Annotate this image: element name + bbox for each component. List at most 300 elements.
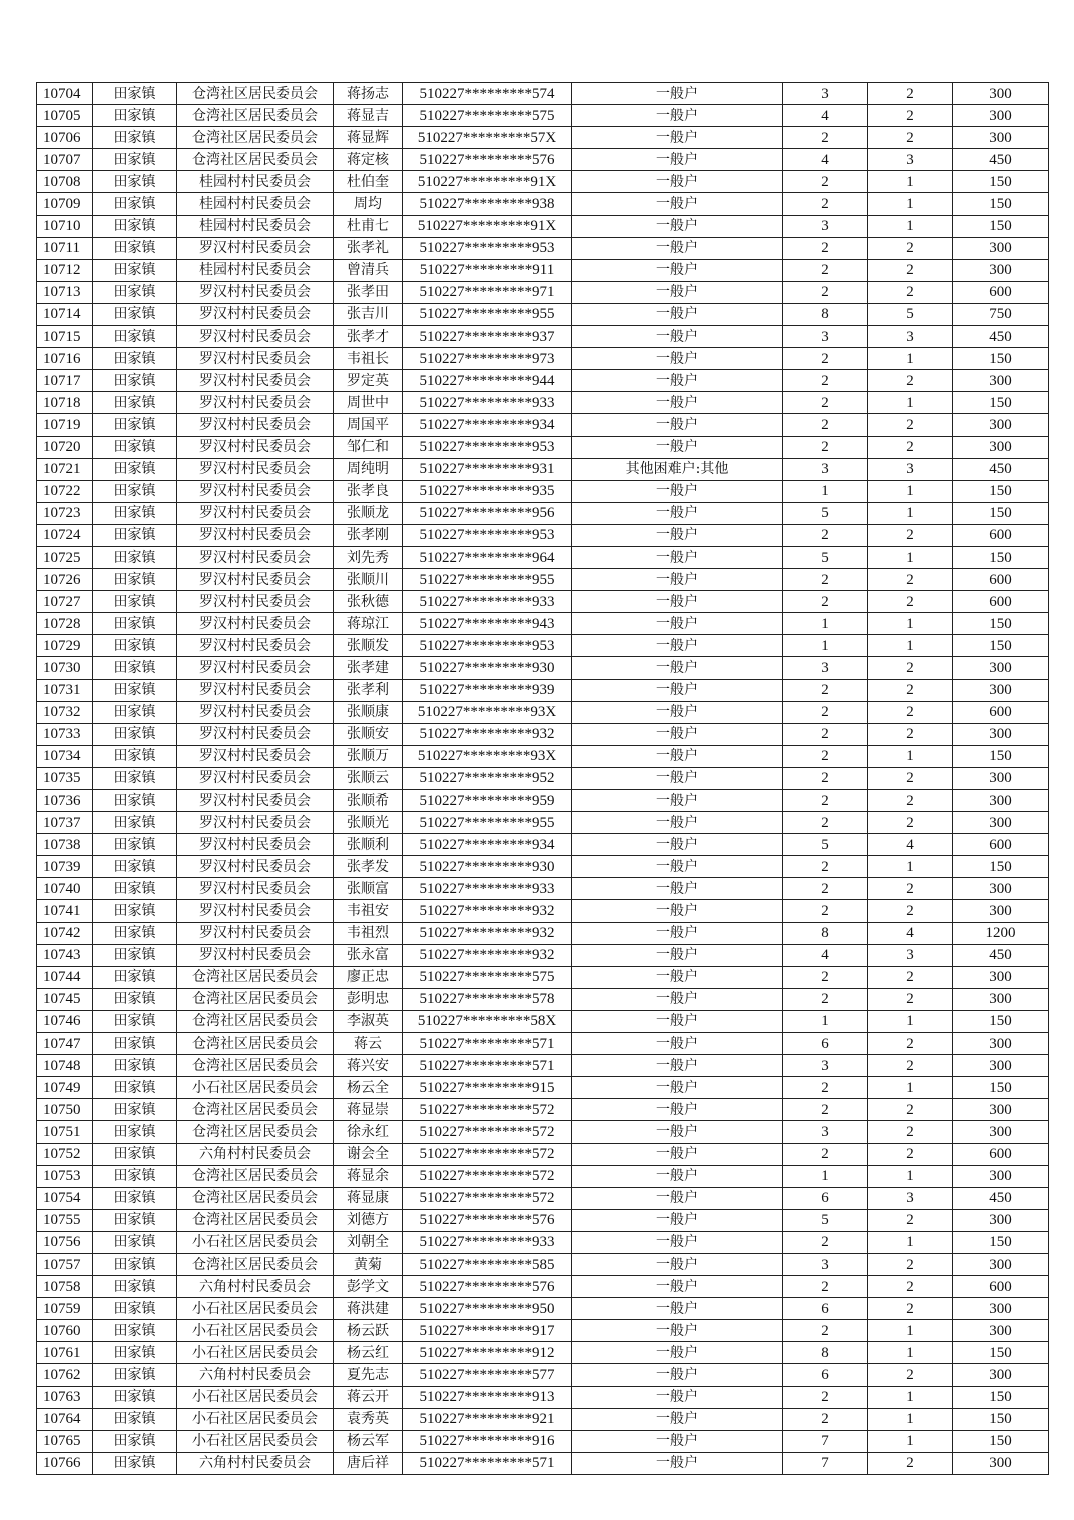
cell-committee: 仓湾社区居民委员会 (177, 988, 334, 1010)
table-row (37, 105, 1049, 127)
cell-town: 田家镇 (93, 237, 177, 259)
cell-household-size: 2 (783, 767, 868, 789)
cell-aided-persons: 2 (868, 1121, 953, 1143)
cell-household-type: 一般户 (572, 701, 783, 723)
table-row (37, 900, 1049, 922)
cell-household-size: 8 (783, 1342, 868, 1364)
cell-household-type: 一般户 (572, 436, 783, 458)
cell-record-id: 10718 (37, 392, 93, 414)
cell-town: 田家镇 (93, 1209, 177, 1231)
table-row (37, 745, 1049, 767)
cell-town: 田家镇 (93, 127, 177, 149)
table-row (37, 812, 1049, 834)
cell-household-size: 2 (783, 348, 868, 370)
cell-name: 邹仁和 (334, 436, 403, 458)
cell-amount: 300 (953, 1452, 1049, 1474)
cell-id-card: 510227*********571 (403, 1452, 572, 1474)
cell-household-type: 一般户 (572, 370, 783, 392)
cell-household-type: 一般户 (572, 745, 783, 767)
cell-amount: 150 (953, 856, 1049, 878)
cell-town: 田家镇 (93, 1099, 177, 1121)
cell-household-size: 3 (783, 83, 868, 105)
cell-household-type: 一般户 (572, 1386, 783, 1408)
cell-id-card: 510227*********913 (403, 1386, 572, 1408)
table-row (37, 1408, 1049, 1430)
cell-committee: 罗汉村村民委员会 (177, 392, 334, 414)
cell-record-id: 10720 (37, 436, 93, 458)
cell-id-card: 510227*********577 (403, 1364, 572, 1386)
cell-household-type: 一般户 (572, 944, 783, 966)
cell-household-size: 1 (783, 635, 868, 657)
cell-name: 彭明忠 (334, 988, 403, 1010)
cell-household-size: 5 (783, 546, 868, 568)
cell-amount: 300 (953, 127, 1049, 149)
cell-name: 蒋显余 (334, 1165, 403, 1187)
cell-household-type: 一般户 (572, 723, 783, 745)
cell-amount: 300 (953, 436, 1049, 458)
cell-aided-persons: 2 (868, 900, 953, 922)
cell-household-size: 2 (783, 127, 868, 149)
cell-id-card: 510227*********574 (403, 83, 572, 105)
cell-amount: 300 (953, 1364, 1049, 1386)
cell-record-id: 10717 (37, 370, 93, 392)
cell-id-card: 510227*********912 (403, 1342, 572, 1364)
cell-amount: 300 (953, 370, 1049, 392)
table-row (37, 1077, 1049, 1099)
cell-record-id: 10749 (37, 1077, 93, 1099)
cell-town: 田家镇 (93, 966, 177, 988)
cell-name: 蒋云开 (334, 1386, 403, 1408)
cell-record-id: 10723 (37, 502, 93, 524)
cell-record-id: 10707 (37, 149, 93, 171)
cell-household-type: 一般户 (572, 1055, 783, 1077)
cell-record-id: 10766 (37, 1452, 93, 1474)
cell-id-card: 510227*********572 (403, 1143, 572, 1165)
cell-id-card: 510227*********973 (403, 348, 572, 370)
cell-committee: 仓湾社区居民委员会 (177, 1055, 334, 1077)
table-row (37, 348, 1049, 370)
cell-household-type: 一般户 (572, 281, 783, 303)
cell-record-id: 10748 (37, 1055, 93, 1077)
cell-committee: 罗汉村村民委员会 (177, 237, 334, 259)
subsidy-table-sheet (36, 82, 1048, 1475)
cell-committee: 罗汉村村民委员会 (177, 281, 334, 303)
cell-id-card: 510227*********971 (403, 281, 572, 303)
cell-id-card: 510227*********932 (403, 922, 572, 944)
cell-town: 田家镇 (93, 1253, 177, 1275)
cell-amount: 300 (953, 900, 1049, 922)
cell-id-card: 510227*********934 (403, 834, 572, 856)
table-row (37, 303, 1049, 325)
cell-household-size: 4 (783, 149, 868, 171)
cell-amount: 150 (953, 171, 1049, 193)
cell-aided-persons: 2 (868, 1099, 953, 1121)
cell-aided-persons: 2 (868, 127, 953, 149)
cell-name: 张顺利 (334, 834, 403, 856)
cell-amount: 300 (953, 1121, 1049, 1143)
cell-household-size: 2 (783, 1386, 868, 1408)
cell-household-size: 6 (783, 1033, 868, 1055)
cell-household-type: 其他困难户:其他 (572, 458, 783, 480)
cell-committee: 仓湾社区居民委员会 (177, 1165, 334, 1187)
table-row (37, 922, 1049, 944)
cell-name: 张永富 (334, 944, 403, 966)
cell-aided-persons: 3 (868, 944, 953, 966)
cell-name: 刘德方 (334, 1209, 403, 1231)
cell-name: 蒋显崇 (334, 1099, 403, 1121)
cell-amount: 150 (953, 215, 1049, 237)
cell-aided-persons: 2 (868, 812, 953, 834)
cell-committee: 桂园村村民委员会 (177, 193, 334, 215)
cell-amount: 600 (953, 701, 1049, 723)
cell-id-card: 510227*********933 (403, 392, 572, 414)
cell-household-size: 2 (783, 1099, 868, 1121)
cell-household-type: 一般户 (572, 790, 783, 812)
table-row (37, 524, 1049, 546)
cell-aided-persons: 2 (868, 105, 953, 127)
cell-committee: 罗汉村村民委员会 (177, 303, 334, 325)
cell-household-size: 5 (783, 1209, 868, 1231)
cell-aided-persons: 2 (868, 1364, 953, 1386)
cell-amount: 300 (953, 1165, 1049, 1187)
cell-name: 周纯明 (334, 458, 403, 480)
cell-id-card: 510227*********575 (403, 105, 572, 127)
cell-household-size: 6 (783, 1364, 868, 1386)
cell-town: 田家镇 (93, 812, 177, 834)
cell-household-type: 一般户 (572, 1099, 783, 1121)
cell-household-size: 2 (783, 1408, 868, 1430)
cell-town: 田家镇 (93, 1386, 177, 1408)
cell-household-type: 一般户 (572, 171, 783, 193)
cell-name: 张孝才 (334, 326, 403, 348)
table-row (37, 701, 1049, 723)
cell-record-id: 10755 (37, 1209, 93, 1231)
cell-town: 田家镇 (93, 1276, 177, 1298)
cell-town: 田家镇 (93, 900, 177, 922)
cell-aided-persons: 2 (868, 1276, 953, 1298)
cell-town: 田家镇 (93, 569, 177, 591)
cell-record-id: 10758 (37, 1276, 93, 1298)
cell-amount: 300 (953, 83, 1049, 105)
cell-household-type: 一般户 (572, 127, 783, 149)
cell-amount: 450 (953, 458, 1049, 480)
cell-id-card: 510227*********953 (403, 524, 572, 546)
cell-name: 张秋德 (334, 591, 403, 613)
cell-id-card: 510227*********915 (403, 1077, 572, 1099)
cell-record-id: 10722 (37, 480, 93, 502)
cell-aided-persons: 1 (868, 1430, 953, 1452)
cell-committee: 罗汉村村民委员会 (177, 436, 334, 458)
cell-committee: 罗汉村村民委员会 (177, 878, 334, 900)
cell-record-id: 10714 (37, 303, 93, 325)
table-row (37, 193, 1049, 215)
cell-id-card: 510227*********937 (403, 326, 572, 348)
table-body (37, 83, 1049, 1475)
cell-record-id: 10762 (37, 1364, 93, 1386)
cell-aided-persons: 1 (868, 480, 953, 502)
table-row (37, 1033, 1049, 1055)
cell-amount: 150 (953, 392, 1049, 414)
cell-id-card: 510227*********91X (403, 215, 572, 237)
cell-committee: 罗汉村村民委员会 (177, 524, 334, 546)
cell-household-type: 一般户 (572, 237, 783, 259)
cell-name: 杨云红 (334, 1342, 403, 1364)
cell-aided-persons: 2 (868, 1452, 953, 1474)
cell-committee: 罗汉村村民委员会 (177, 370, 334, 392)
cell-record-id: 10746 (37, 1010, 93, 1032)
cell-household-size: 3 (783, 215, 868, 237)
cell-aided-persons: 1 (868, 1386, 953, 1408)
cell-record-id: 10715 (37, 326, 93, 348)
cell-town: 田家镇 (93, 591, 177, 613)
cell-amount: 300 (953, 259, 1049, 281)
cell-committee: 罗汉村村民委员会 (177, 635, 334, 657)
cell-town: 田家镇 (93, 1187, 177, 1209)
cell-id-card: 510227*********572 (403, 1187, 572, 1209)
cell-household-size: 2 (783, 1320, 868, 1342)
table-row (37, 259, 1049, 281)
cell-id-card: 510227*********571 (403, 1033, 572, 1055)
cell-town: 田家镇 (93, 856, 177, 878)
cell-amount: 300 (953, 790, 1049, 812)
cell-aided-persons: 3 (868, 149, 953, 171)
cell-town: 田家镇 (93, 1121, 177, 1143)
cell-name: 张顺万 (334, 745, 403, 767)
cell-household-type: 一般户 (572, 1143, 783, 1165)
cell-name: 曾清兵 (334, 259, 403, 281)
cell-household-type: 一般户 (572, 259, 783, 281)
cell-name: 罗定英 (334, 370, 403, 392)
cell-record-id: 10761 (37, 1342, 93, 1364)
cell-town: 田家镇 (93, 1408, 177, 1430)
cell-household-size: 2 (783, 524, 868, 546)
cell-household-type: 一般户 (572, 1253, 783, 1275)
cell-aided-persons: 2 (868, 988, 953, 1010)
cell-amount: 300 (953, 1298, 1049, 1320)
cell-committee: 罗汉村村民委员会 (177, 812, 334, 834)
cell-amount: 300 (953, 1033, 1049, 1055)
subsidy-table (36, 82, 1049, 1475)
cell-household-size: 2 (783, 745, 868, 767)
cell-record-id: 10737 (37, 812, 93, 834)
cell-name: 张孝刚 (334, 524, 403, 546)
cell-amount: 300 (953, 988, 1049, 1010)
cell-amount: 300 (953, 1320, 1049, 1342)
cell-household-type: 一般户 (572, 1364, 783, 1386)
cell-record-id: 10736 (37, 790, 93, 812)
cell-household-size: 3 (783, 326, 868, 348)
cell-aided-persons: 1 (868, 745, 953, 767)
cell-record-id: 10725 (37, 546, 93, 568)
cell-household-size: 2 (783, 812, 868, 834)
cell-household-type: 一般户 (572, 679, 783, 701)
table-row (37, 1276, 1049, 1298)
cell-aided-persons: 2 (868, 1298, 953, 1320)
cell-amount: 600 (953, 524, 1049, 546)
cell-name: 蒋洪建 (334, 1298, 403, 1320)
cell-town: 田家镇 (93, 458, 177, 480)
cell-committee: 仓湾社区居民委员会 (177, 1033, 334, 1055)
cell-town: 田家镇 (93, 149, 177, 171)
cell-record-id: 10739 (37, 856, 93, 878)
cell-aided-persons: 2 (868, 1253, 953, 1275)
cell-household-size: 2 (783, 281, 868, 303)
cell-aided-persons: 1 (868, 1408, 953, 1430)
table-row (37, 215, 1049, 237)
cell-committee: 罗汉村村民委员会 (177, 679, 334, 701)
cell-id-card: 510227*********964 (403, 546, 572, 568)
cell-name: 蒋云 (334, 1033, 403, 1055)
cell-household-type: 一般户 (572, 348, 783, 370)
cell-town: 田家镇 (93, 414, 177, 436)
table-row (37, 480, 1049, 502)
table-row (37, 392, 1049, 414)
cell-household-size: 2 (783, 966, 868, 988)
table-row (37, 458, 1049, 480)
cell-household-type: 一般户 (572, 149, 783, 171)
cell-household-size: 2 (783, 701, 868, 723)
cell-name: 谢会全 (334, 1143, 403, 1165)
cell-amount: 150 (953, 546, 1049, 568)
cell-aided-persons: 1 (868, 215, 953, 237)
cell-amount: 300 (953, 878, 1049, 900)
table-row (37, 1253, 1049, 1275)
cell-committee: 桂园村村民委员会 (177, 215, 334, 237)
cell-committee: 罗汉村村民委员会 (177, 414, 334, 436)
cell-household-type: 一般户 (572, 1276, 783, 1298)
cell-household-size: 2 (783, 900, 868, 922)
cell-amount: 150 (953, 480, 1049, 502)
cell-household-type: 一般户 (572, 569, 783, 591)
cell-name: 蒋兴安 (334, 1055, 403, 1077)
cell-household-type: 一般户 (572, 502, 783, 524)
cell-amount: 300 (953, 1099, 1049, 1121)
cell-committee: 罗汉村村民委员会 (177, 458, 334, 480)
cell-committee: 小石社区居民委员会 (177, 1386, 334, 1408)
table-row (37, 657, 1049, 679)
cell-town: 田家镇 (93, 657, 177, 679)
cell-committee: 罗汉村村民委员会 (177, 790, 334, 812)
cell-household-size: 2 (783, 878, 868, 900)
cell-name: 张顺光 (334, 812, 403, 834)
cell-id-card: 510227*********91X (403, 171, 572, 193)
cell-town: 田家镇 (93, 701, 177, 723)
cell-record-id: 10759 (37, 1298, 93, 1320)
cell-name: 徐永红 (334, 1121, 403, 1143)
cell-amount: 300 (953, 767, 1049, 789)
cell-committee: 仓湾社区居民委员会 (177, 1010, 334, 1032)
cell-record-id: 10747 (37, 1033, 93, 1055)
cell-town: 田家镇 (93, 1033, 177, 1055)
cell-aided-persons: 2 (868, 657, 953, 679)
table-row (37, 723, 1049, 745)
cell-name: 刘朝全 (334, 1231, 403, 1253)
cell-id-card: 510227*********934 (403, 414, 572, 436)
cell-id-card: 510227*********575 (403, 966, 572, 988)
cell-aided-persons: 1 (868, 613, 953, 635)
cell-town: 田家镇 (93, 1077, 177, 1099)
cell-id-card: 510227*********953 (403, 436, 572, 458)
cell-town: 田家镇 (93, 326, 177, 348)
cell-id-card: 510227*********935 (403, 480, 572, 502)
cell-household-size: 6 (783, 1298, 868, 1320)
cell-aided-persons: 2 (868, 524, 953, 546)
cell-committee: 罗汉村村民委员会 (177, 348, 334, 370)
cell-id-card: 510227*********911 (403, 259, 572, 281)
table-row (37, 149, 1049, 171)
cell-record-id: 10729 (37, 635, 93, 657)
cell-amount: 600 (953, 1143, 1049, 1165)
cell-household-size: 2 (783, 259, 868, 281)
cell-record-id: 10728 (37, 613, 93, 635)
table-row (37, 1165, 1049, 1187)
cell-household-size: 3 (783, 1055, 868, 1077)
cell-aided-persons: 2 (868, 591, 953, 613)
cell-id-card: 510227*********576 (403, 1209, 572, 1231)
cell-id-card: 510227*********955 (403, 303, 572, 325)
cell-aided-persons: 2 (868, 569, 953, 591)
cell-record-id: 10756 (37, 1231, 93, 1253)
cell-household-type: 一般户 (572, 1408, 783, 1430)
cell-committee: 仓湾社区居民委员会 (177, 105, 334, 127)
cell-household-size: 2 (783, 679, 868, 701)
cell-town: 田家镇 (93, 1055, 177, 1077)
cell-record-id: 10744 (37, 966, 93, 988)
cell-town: 田家镇 (93, 767, 177, 789)
cell-household-size: 3 (783, 657, 868, 679)
cell-aided-persons: 1 (868, 1010, 953, 1032)
cell-amount: 300 (953, 657, 1049, 679)
cell-record-id: 10751 (37, 1121, 93, 1143)
cell-household-type: 一般户 (572, 878, 783, 900)
cell-id-card: 510227*********932 (403, 900, 572, 922)
cell-name: 韦祖长 (334, 348, 403, 370)
cell-town: 田家镇 (93, 1430, 177, 1452)
cell-committee: 罗汉村村民委员会 (177, 701, 334, 723)
cell-name: 张顺云 (334, 767, 403, 789)
cell-amount: 150 (953, 1231, 1049, 1253)
cell-id-card: 510227*********585 (403, 1253, 572, 1275)
table-row (37, 613, 1049, 635)
table-row (37, 834, 1049, 856)
cell-household-type: 一般户 (572, 546, 783, 568)
table-row (37, 1386, 1049, 1408)
cell-household-size: 3 (783, 1121, 868, 1143)
cell-household-type: 一般户 (572, 193, 783, 215)
cell-town: 田家镇 (93, 723, 177, 745)
cell-town: 田家镇 (93, 546, 177, 568)
cell-aided-persons: 2 (868, 281, 953, 303)
cell-town: 田家镇 (93, 1364, 177, 1386)
cell-id-card: 510227*********932 (403, 944, 572, 966)
cell-id-card: 510227*********916 (403, 1430, 572, 1452)
table-row (37, 790, 1049, 812)
cell-record-id: 10721 (37, 458, 93, 480)
cell-record-id: 10738 (37, 834, 93, 856)
cell-aided-persons: 2 (868, 790, 953, 812)
cell-town: 田家镇 (93, 1165, 177, 1187)
cell-amount: 300 (953, 237, 1049, 259)
cell-household-size: 8 (783, 922, 868, 944)
cell-aided-persons: 1 (868, 348, 953, 370)
cell-id-card: 510227*********952 (403, 767, 572, 789)
cell-household-type: 一般户 (572, 1033, 783, 1055)
table-row (37, 944, 1049, 966)
cell-amount: 450 (953, 149, 1049, 171)
cell-name: 杨云跃 (334, 1320, 403, 1342)
cell-record-id: 10706 (37, 127, 93, 149)
cell-id-card: 510227*********917 (403, 1320, 572, 1342)
